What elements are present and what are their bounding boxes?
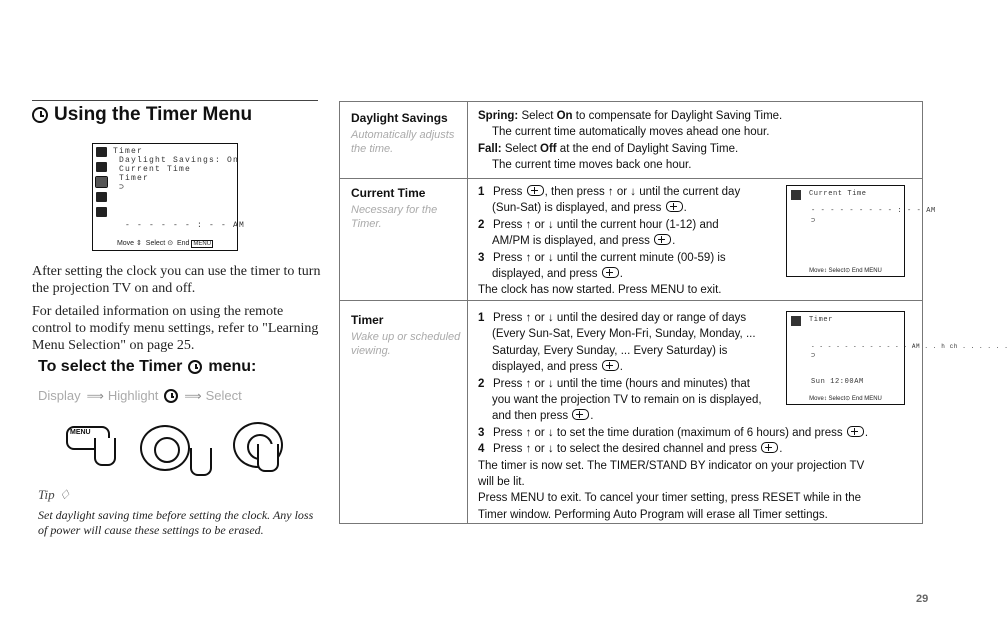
osd-row-title: Timer [809,316,834,324]
table-row-divider [339,178,923,179]
osd-row-return: ⊃ [811,217,816,225]
osd-row-title: Current Time [809,190,867,198]
osd-footer: Move↕ Select⊙ End MENU [809,268,882,274]
osd-row-time-value: - - - - - - - - - - - - AM . . h ch . . . . . . [811,343,1008,350]
row-label: Timer [351,313,384,327]
section-title-text: Using the Timer Menu [54,104,253,125]
timer-menu-icon [96,177,107,187]
flow-arrow-icon: ⟹ [184,388,200,403]
remote-joystick-highlight [140,425,190,471]
osd-row-daylight: Daylight Savings: On [119,156,240,165]
section-title [32,104,252,126]
desc-step: 1 Press ↑ or ↓ until the desired day or range of days [478,312,747,324]
timer-clock-icon [164,389,178,403]
osd-row-time-value: - - - - - - : - - AM [125,221,246,230]
timer-clock-icon [188,360,202,374]
timer-clock-icon [32,107,48,123]
flow-arrow-icon: ⟹ [86,388,102,403]
enter-button-icon [602,267,619,278]
osd-row-return: ⊃ [119,183,126,192]
osd-footer: Move ⇕ Select ⊙ End MENU [116,240,212,247]
osd-row-timer-time: Sun 12:00AM [811,378,864,386]
current-time-description [478,184,740,299]
osd-row-title: Timer [113,147,144,156]
pressing-hand-icon [257,444,279,472]
menu-icon-column [96,147,109,222]
timer-menu-screen [92,143,246,251]
osd-footer-select: Select [145,240,166,247]
remote-menu-label: MENU [70,429,91,436]
osd-row-return: ⊃ [811,352,816,360]
timer-menu-icon [791,190,801,200]
enter-button-icon [847,426,864,437]
desc-line: Saturday, Every Sunday, ... Every Saturday) is [492,344,728,357]
desc-line: you want the projection TV to remain on is displayed, [492,394,762,407]
desc-line: and then press . [492,410,594,423]
osd-footer: Move↕ Select⊙ End MENU [809,396,882,402]
row-label: Current Time [351,186,426,200]
desc-line: Fall: Select Off at the end of Daylight Saving Time. [478,142,739,155]
reference-paragraph: For detailed information on using the remote control to modify menu settings, refer to "Learning Menu Selection" on page 25. [32,304,319,353]
desc-step: 3 Press ↑ or ↓ to set the time duration (maximum of 6 hours) and press . [478,426,869,439]
desc-line: (Sun-Sat) is displayed, and press . [492,202,687,215]
enter-button-icon [666,201,683,212]
osd-row-current-time: Current Time [119,165,192,174]
desc-step: 1 Press , then press ↑ or ↓ until the current day [478,186,741,198]
desc-step: 2 Press ↑ or ↓ until the current hour (1-12) and [478,218,719,231]
subsection-title [38,358,256,376]
tip-title-text: Tip [38,487,55,502]
osd-footer-menu: MENU [193,241,212,247]
desc-line: Press MENU to exit. To cancel your timer setting, press RESET while in the [478,492,862,505]
channel-menu-icon [96,207,107,217]
row-description: Wake up or scheduled viewing. [351,331,461,357]
desc-step: 4 Press ↑ or ↓ to select the desired channel and press . [478,443,783,456]
desc-line: will be lit. [478,476,525,489]
enter-button-icon [527,185,544,196]
lightbulb-icon: ♢ [58,487,71,502]
desc-line: displayed, and press . [492,361,623,374]
desc-line: Timer window. Performing Auto Program will erase all Timer settings. [478,508,828,521]
enter-button-icon [654,234,671,245]
table-column-divider [467,101,468,524]
osd-row-time-value: - - - - - - - - - : - - AM [811,207,936,215]
desc-line: (Every Sun-Sat, Every Mon-Fri, Sunday, Monday, ... [492,328,756,341]
tip-title [38,487,70,503]
intro-paragraph: After setting the clock you can use the timer to turn the projection TV on and off. [32,264,321,296]
subsection-title-post: menu: [208,358,257,375]
enter-button-icon [602,360,619,371]
section-rule [32,100,318,101]
current-time-screen [786,185,936,277]
row-label: Daylight Savings [351,111,448,125]
pressing-hand-icon [190,448,212,476]
osd-row-timer: Timer [119,174,150,183]
desc-step: 3 Press ↑ or ↓ until the current minute (00-59) is [478,251,726,264]
flow-highlight: Highlight [107,388,159,403]
row-description: Automatically adjusts the time. [351,129,455,155]
table-row-label-cell [351,313,461,358]
daylight-savings-description [478,108,782,174]
osd-footer-end: End [176,240,190,247]
table-row-label-cell [351,111,461,156]
pressing-hand-icon [94,438,116,466]
enter-button-icon [761,442,778,453]
desc-line: The current time moves back one hour. [492,159,692,172]
desc-line: AM/PM is displayed, and press . [492,235,676,248]
desc-line: The current time automatically moves ahead one hour. [492,126,770,139]
osd-footer-move: Move [116,240,135,247]
picture-menu-icon [96,147,107,157]
page-number: 29 [916,593,929,605]
timer-menu-icon [791,316,801,326]
tip-text: Set daylight saving time before setting the clock. Any loss of power will cause these settings to be erased. [38,508,314,537]
desc-line: The clock has now started. Press MENU to exit. [478,284,722,297]
subsection-title-pre: To select the Timer [38,358,183,375]
navigation-flow [38,388,242,403]
desc-line: Spring: Select On to compensate for Daylight Saving Time. [478,110,783,122]
flow-select: Select [205,388,242,403]
flow-display: Display [38,388,81,403]
table-row-label-cell [351,186,461,231]
desc-line: The timer is now set. The TIMER/STAND BY indicator on your projection TV [478,459,865,472]
joystick-center-icon [154,437,180,463]
desc-line: displayed, and press . [492,268,623,281]
table-row-divider [339,300,923,301]
desc-step: 2 Press ↑ or ↓ until the time (hours and minutes) that [478,377,750,390]
setup-menu-icon [96,192,107,202]
audio-menu-icon [96,162,107,172]
row-description: Necessary for the Timer. [351,204,438,230]
enter-button-icon [572,409,589,420]
timer-screen [786,311,1008,405]
